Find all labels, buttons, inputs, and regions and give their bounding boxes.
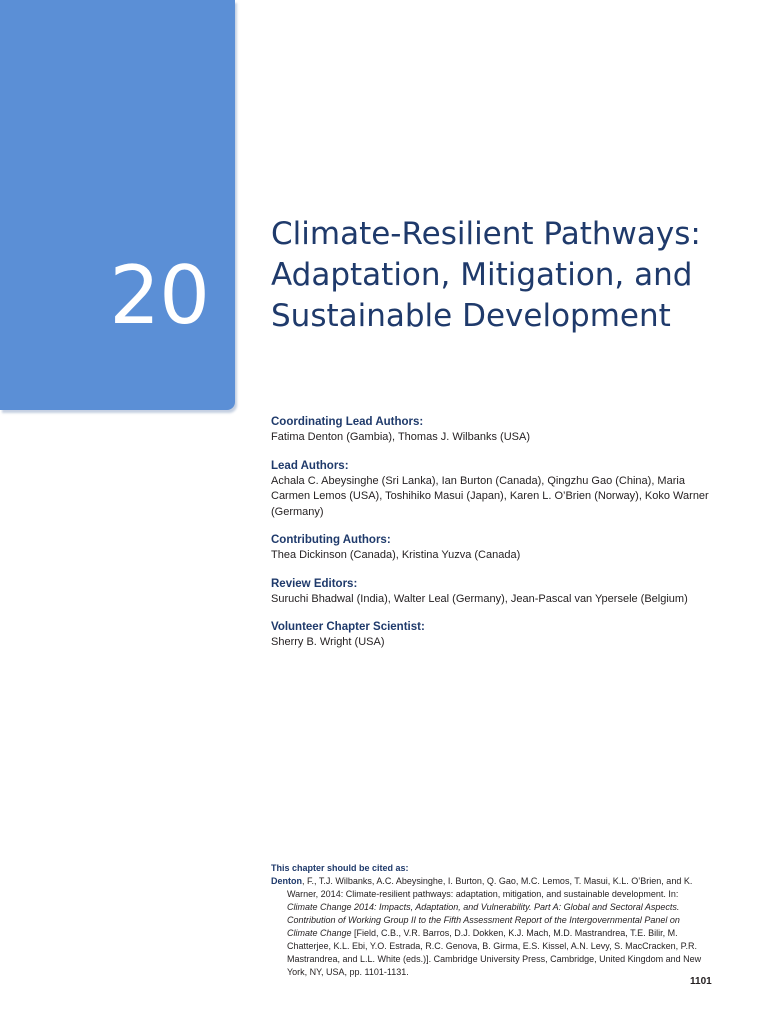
citation-text (271, 875, 711, 979)
author-group-contributing (271, 533, 721, 564)
citation-author: Denton (271, 876, 302, 886)
citation-heading: This chapter should be cited as: (271, 863, 409, 873)
citation-part: [Field, C.B., V.R. Barros, D.J. Dokken, K.J. Mach, M.D. Mastrandrea, T.E. Bilir, M. Chatterjee, K.L. Ebi, Y.O. Estrada, R.C. Genova, B. Girma, E.S. Kissel, A.N. Levy, S. MacCracken, P.R. Mastrandrea, and L.L. White (eds.)]. Cambridge University Press, Cambridge, United Kingdom and New York, NY, USA, pp. 1101-1131. (287, 928, 702, 977)
citation-part: , F., T.J. Wilbanks, A.C. Abeysinghe, I. Burton, Q. Gao, M.C. Lemos, T. Masui, K.L. O’Brien, and K. Warner, 2014: Climate-resilient pathways: adaptation, mitigation, and sustainable development. In: (287, 876, 693, 899)
author-list (271, 415, 721, 664)
author-group-review-editors (271, 577, 721, 608)
author-group-heading: Volunteer Chapter Scientist: (271, 621, 425, 633)
author-group-volunteer-scientist (271, 620, 721, 651)
author-group-heading: Coordinating Lead Authors: (271, 416, 424, 428)
citation-book-title: Climate Change 2014: Impacts, Adaptation, and Vulnerability. Part A: Global and Sectoral Aspects. Contribution of Working Group II to the Fifth Assessment Report of the Intergovernmental Panel on Climate Change (287, 902, 680, 938)
chapter-title-line: Climate-Resilient Pathways: (271, 216, 701, 252)
chapter-title-line: Sustainable Development (271, 298, 671, 334)
chapter-title-line: Adaptation, Mitigation, and (271, 257, 693, 293)
author-group-names: Sherry B. Wright (USA) (271, 636, 385, 648)
author-group-heading: Contributing Authors: (271, 534, 391, 546)
author-group-names: Thea Dickinson (Canada), Kristina Yuzva (Canada) (271, 549, 521, 561)
author-group-names: Fatima Denton (Gambia), Thomas J. Wilbanks (USA) (271, 431, 530, 443)
chapter-number-block (0, 0, 235, 410)
author-group-coordinating-lead (271, 415, 721, 446)
citation-block (271, 862, 711, 979)
page-number: 1101 (690, 976, 712, 987)
author-group-heading: Review Editors: (271, 577, 358, 590)
author-group-heading: Lead Authors: (271, 459, 349, 472)
chapter-number: 20 (109, 249, 209, 342)
author-group-names: Suruchi Bhadwal (India), Walter Leal (Germany), Jean-Pascal van Ypersele (Belgium) (271, 592, 688, 605)
author-group-names: Achala C. Abeysinghe (Sri Lanka), Ian Burton (Canada), Qingzhu Gao (China), Maria Carmen Lemos (USA), Toshihiko Masui (Japan), Karen L. O’Brien (Norway), Koko Warner (Germany) (271, 474, 709, 518)
author-group-lead (271, 459, 721, 521)
chapter-title (271, 214, 741, 337)
